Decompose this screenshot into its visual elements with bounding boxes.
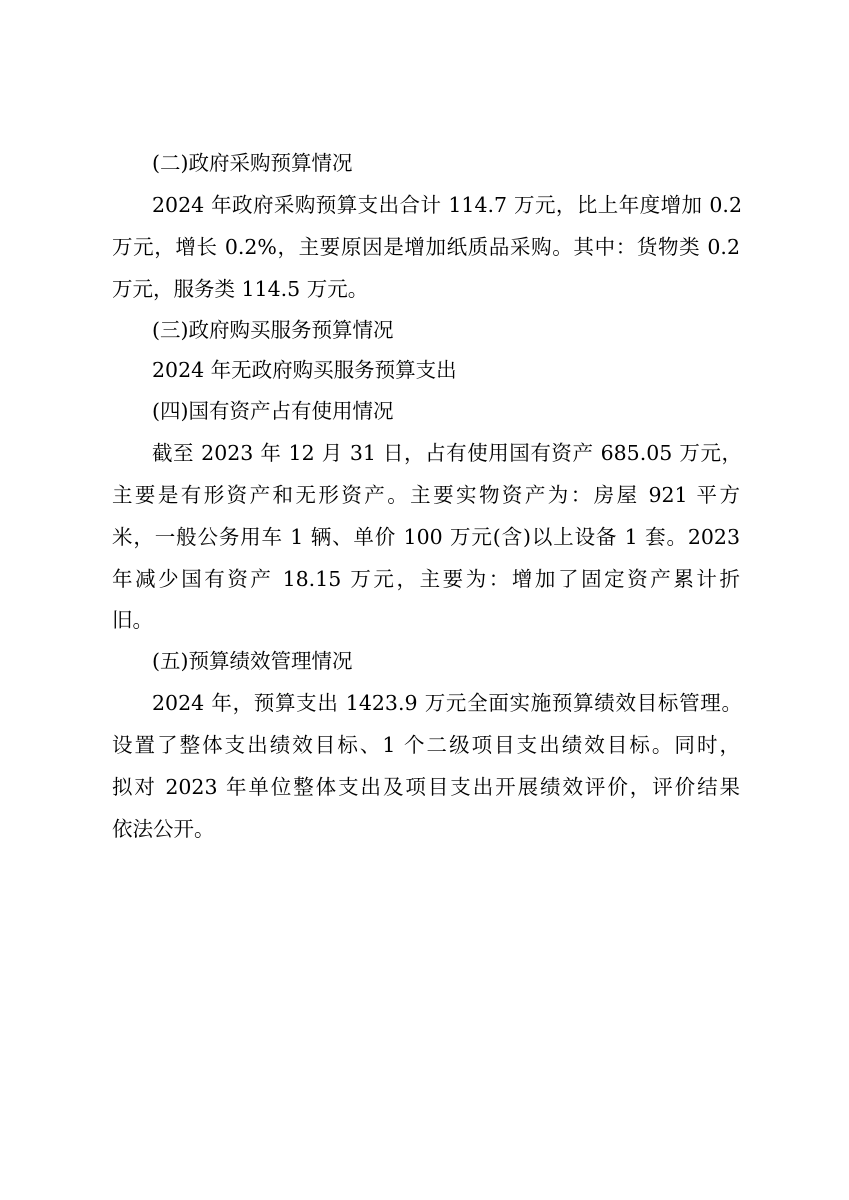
paragraph-line: 旧。 — [112, 608, 153, 632]
paragraph-line: 2024 年，预算支出 1423.9 万元全面实施预算绩效目标管理。 — [152, 691, 742, 715]
paragraph-line: 2024 年政府采购预算支出合计 114.7 万元，比上年度增加 0.2 — [152, 193, 742, 217]
section-heading-performance-management: (五)预算绩效管理情况 — [152, 649, 353, 673]
section-heading-government-services: (三)政府购买服务预算情况 — [152, 318, 394, 342]
section-heading-government-procurement: (二)政府采购预算情况 — [152, 151, 353, 175]
paragraph-line: 截至 2023 年 12 月 31 日，占有使用国有资产 685.05 万元， — [152, 441, 742, 465]
paragraph-line: 年减少国有资产 18.15 万元，主要为：增加了固定资产累计折 — [112, 567, 740, 591]
paragraph-line: 2024 年无政府购买服务预算支出 — [152, 358, 457, 382]
paragraph-line: 万元，服务类 114.5 万元。 — [112, 277, 369, 301]
paragraph-line: 设置了整体支出绩效目标、1 个二级项目支出绩效目标。同时， — [112, 733, 740, 757]
paragraph-line: 米，一般公务用车 1 辆、单价 100 万元(含)以上设备 1 套。2023 — [112, 525, 740, 549]
section-heading-state-assets: (四)国有资产占有使用情况 — [152, 399, 394, 423]
paragraph-line: 主要是有形资产和无形资产。主要实物资产为：房屋 921 平方 — [112, 483, 740, 507]
paragraph-line: 万元，增长 0.2%，主要原因是增加纸质品采购。其中：货物类 0.2 — [112, 235, 740, 259]
paragraph-line: 拟对 2023 年单位整体支出及项目支出开展绩效评价，评价结果 — [112, 775, 740, 799]
paragraph-line: 依法公开。 — [112, 817, 215, 841]
